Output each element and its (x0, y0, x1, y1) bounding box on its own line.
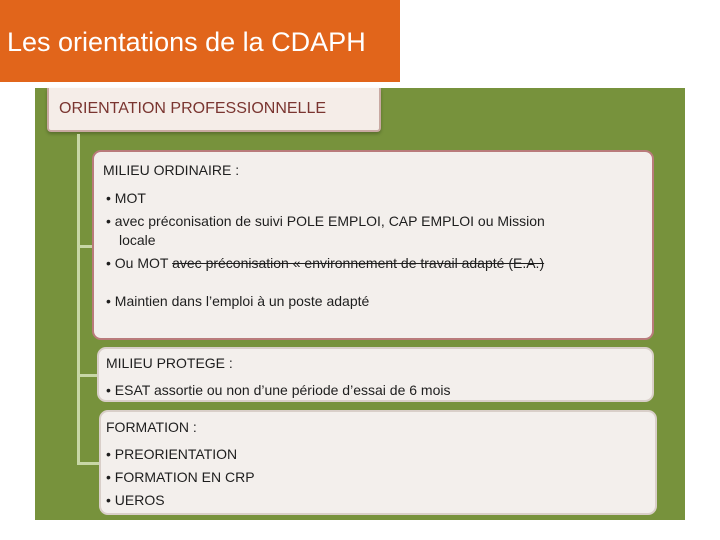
milieu-protege-heading: MILIEU PROTEGE : (106, 355, 233, 371)
struck-text: avec préconisation « environnement de travail adapté (E.A.) (172, 255, 545, 271)
list-item: • ESAT assortie ou non d’une période d’essai de 6 mois (106, 382, 451, 398)
ou-mot-label: • Ou MOT (106, 255, 173, 271)
card-milieu-protege (97, 347, 654, 402)
tree-connector-formation (77, 462, 100, 465)
tree-connector-milieu-protege (77, 374, 98, 377)
formation-heading: FORMATION : (106, 419, 197, 435)
list-item: • avec préconisation de suivi POLE EMPLOI, CAP EMPLOI ou Mission (106, 213, 545, 229)
list-item: • Maintien dans l’emploi à un poste adapté (106, 293, 370, 309)
list-item: • PREORIENTATION (106, 446, 238, 462)
list-item: • MOT (106, 190, 146, 206)
list-item: • FORMATION EN CRP (106, 469, 255, 485)
list-item-continuation: locale (119, 232, 156, 248)
orientation-header-box (47, 88, 381, 132)
tree-connector-milieu-ordinaire (77, 245, 93, 248)
slide-title-bar (0, 0, 400, 82)
card-formation (99, 410, 657, 515)
list-item (106, 256, 544, 270)
tree-connector-vertical (77, 134, 80, 464)
slide-title: Les orientations de la CDAPH (7, 27, 366, 57)
card-milieu-ordinaire (92, 150, 654, 340)
list-item: • UEROS (106, 492, 165, 508)
milieu-ordinaire-heading: MILIEU ORDINAIRE : (103, 162, 240, 178)
orientation-header: ORIENTATION PROFESSIONNELLE (59, 100, 327, 117)
